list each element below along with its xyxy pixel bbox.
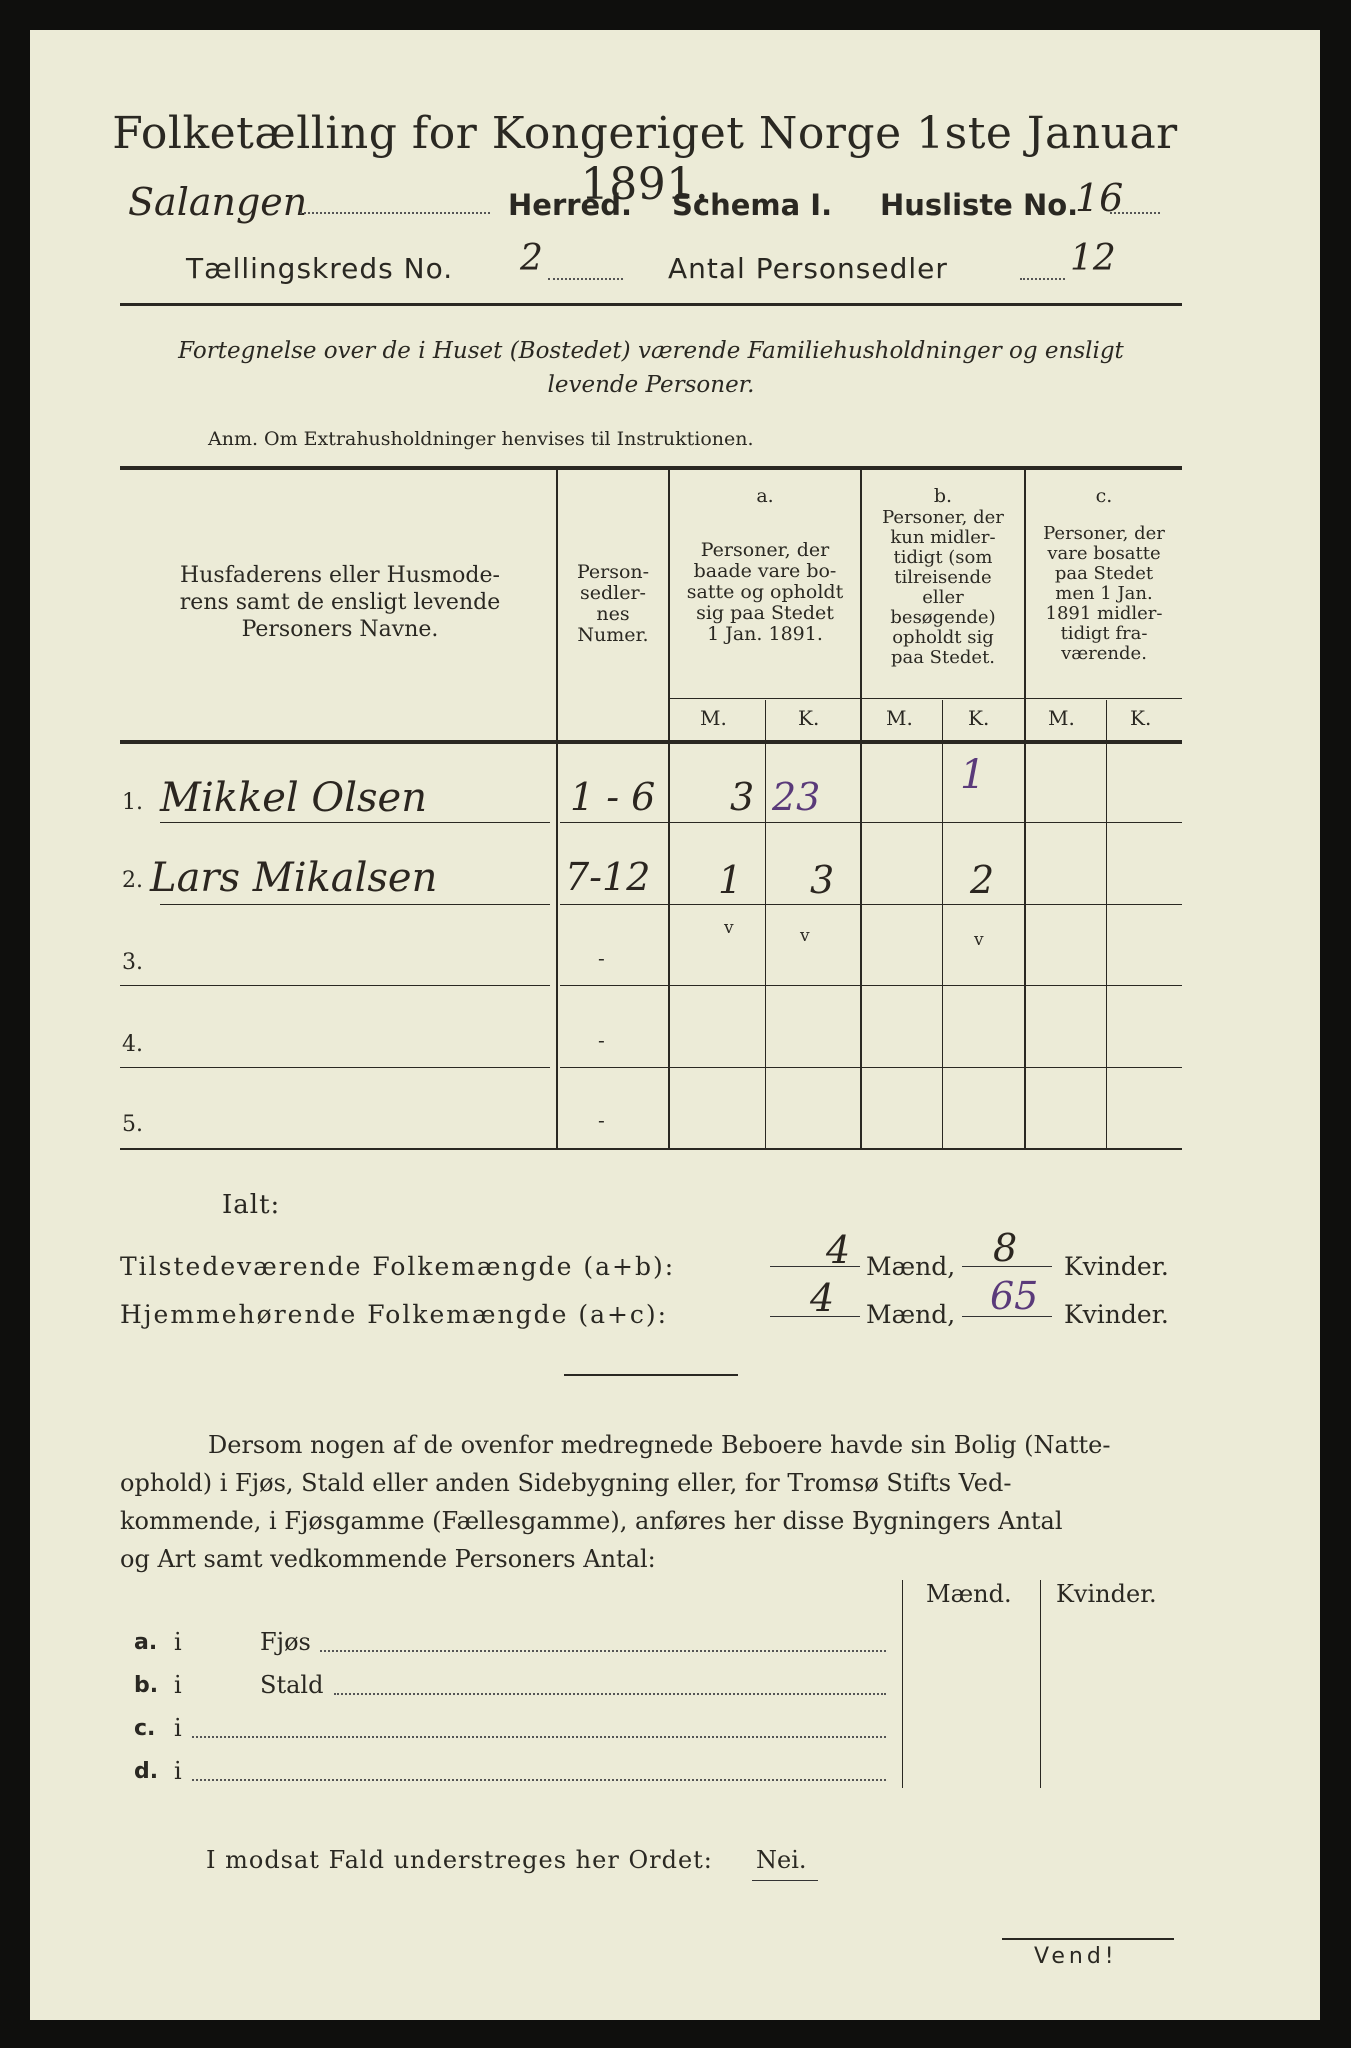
row-a-k: 23 [772,775,821,819]
husliste-dots [1110,212,1160,214]
a-m-label: M. [700,706,727,730]
bygning-divider-1 [902,1580,903,1788]
b-k-label: K. [968,706,990,730]
kreds-value: 2 [520,238,543,279]
table-header-rule [120,740,1182,744]
a-k-label: K. [798,706,820,730]
col-sub-a [765,700,766,1148]
row-name: Mikkel Olsen [160,775,427,821]
row-personsedler: - [598,946,605,970]
bygning-kvinder-header: Kvinder. [1056,1580,1157,1608]
row-b-k: 2 [970,858,995,902]
row-line [160,904,550,905]
hjem-m-value: 4 [810,1276,835,1320]
row-a-m: 3 [730,775,755,819]
row-line [560,985,1182,986]
vend-rule [1002,1938,1174,1940]
col-b-letter: b. [933,485,953,507]
herred-dots [300,212,490,214]
bygning-maend-header: Mænd. [926,1580,1012,1608]
col-a-header: Personer, der baade vare bo- satte og opholdt sig paa Stedet 1 Jan. 1891. [686,539,844,645]
intro-line1: Fortegnelse over de i Huset (Bostedet) værende Familiehusholdninger og ensligt [178,338,1124,364]
table-top-rule [120,466,1182,470]
row-personsedler: 7-12 [565,855,651,899]
row-number: 5. [122,1112,143,1137]
mk-rule [668,698,1182,699]
ialt-label: Ialt: [222,1190,281,1220]
row-a-m: 1 [718,858,743,902]
row-personsedler: - [598,1028,605,1052]
row-number: 2. [122,868,143,893]
row-line [120,985,550,986]
kreds-dots [548,278,623,280]
bygning-letter: d. [134,1759,159,1784]
row-b-k: 1 [960,752,986,798]
bygning-name: Fjøs [260,1628,311,1656]
nei-underline [752,1880,818,1881]
col-sub-b [942,700,943,1148]
col-a-letter: a. [756,485,774,507]
bygning-dots [192,1779,886,1781]
bygning-dots [334,1693,886,1695]
bygning-paragraph: Dersom nogen af de ovenfor medregnede Beboere havde sin Bolig (Natte- ophold) i Fjøs, Stald eller anden Sidebygning eller, for Tromsø Stifts Ved- kommende, i Fjøsgamme (Fællesgamme), anføres her disse Bygningers Antal og Art samt vedkommende Personers Antal: [120,1431,1111,1573]
bygning-letter: b. [134,1673,159,1698]
vend-label: Vend! [1034,1944,1118,1969]
bygning-divider-2 [1040,1580,1041,1788]
row-b-k: v [974,930,984,950]
bygning-i: i [174,1757,182,1785]
c-m-label: M. [1048,706,1075,730]
form-title: Folketælling for Kongeriget Norge 1ste Januar 1891. [112,108,1178,210]
row-number: 1. [122,790,143,815]
col-sub-c [1106,700,1107,1148]
c-k-label: K. [1130,706,1152,730]
header-rule [120,303,1182,306]
bygning-i: i [174,1628,182,1656]
bygning-letter: c. [134,1716,156,1741]
b-m-label: M. [886,706,913,730]
row-number: 4. [122,1032,143,1057]
tilst-m-value: 4 [826,1228,851,1272]
row-line [120,1067,550,1068]
hjem-maend-label: Mænd, [866,1300,956,1329]
col-name-header: Husfaderens eller Husmode- rens samt de ensligt levende Personers Navne. [179,563,501,642]
tilst-label: Tilstedeværende Folkemængde (a+b): [120,1252,676,1281]
antal-value: 12 [1070,238,1116,279]
col-num-header: Person- sedler- nes Numer. [576,561,650,646]
husliste-label: Husliste No. [880,188,1079,222]
schema-label: Schema I. [672,188,833,222]
herred-value: Salangen [128,180,308,224]
modsat-text: I modsat Fald understreges her Ordet: [206,1846,713,1874]
row-line [560,822,1182,823]
row-a-k: v [800,926,810,946]
antal-label: Antal Personsedler [668,252,948,285]
row-personsedler: 1 - 6 [570,775,656,819]
row-number: 3. [122,950,143,975]
row-personsedler: - [598,1108,605,1132]
antal-dots [1020,278,1065,280]
row-a-m: v [724,918,734,938]
row-line [560,1067,1182,1068]
bygning-letter: a. [134,1630,158,1655]
husliste-value: 16 [1075,176,1124,220]
bygning-i: i [174,1714,182,1742]
tilst-kvinder-label: Kvinder. [1064,1252,1169,1281]
row-a-k: 3 [810,858,835,902]
anm-note: Anm. Om Extrahusholdninger henvises til Instruktionen. [208,428,754,450]
bygning-name: Stald [260,1671,324,1699]
col-c-header: Personer, der vare bosatte paa Stedet men 1 Jan. 1891 midler- tidigt fra- værende. [1043,523,1165,664]
hjem-k-value: 65 [990,1274,1039,1318]
intro-line2: levende Personer. [547,372,755,398]
nei-word: Nei. [756,1846,807,1874]
table-bottom-rule [120,1148,1182,1150]
bygning-i: i [174,1671,182,1699]
col-c-letter: c. [1095,485,1113,507]
kreds-label: Tællingskreds No. [186,252,454,285]
section-rule [564,1374,738,1376]
col-b-header: Personer, der kun midler- tidigt (som tilreisende eller besøgende) opholdt sig paa Stedet. [882,507,1004,668]
row-line [560,904,1182,905]
tilst-k-value: 8 [993,1226,1018,1270]
row-line [160,822,550,823]
row-name: Lars Mikalsen [150,855,438,901]
hjem-label: Hjemmehørende Folkemængde (a+c): [120,1300,669,1329]
bygning-dots [320,1650,886,1652]
tilst-maend-label: Mænd, [866,1252,956,1281]
hjem-kvinder-label: Kvinder. [1064,1300,1169,1329]
census-form-page [30,30,1320,2020]
bygning-dots [192,1736,886,1738]
herred-label: Herred. [508,188,632,222]
